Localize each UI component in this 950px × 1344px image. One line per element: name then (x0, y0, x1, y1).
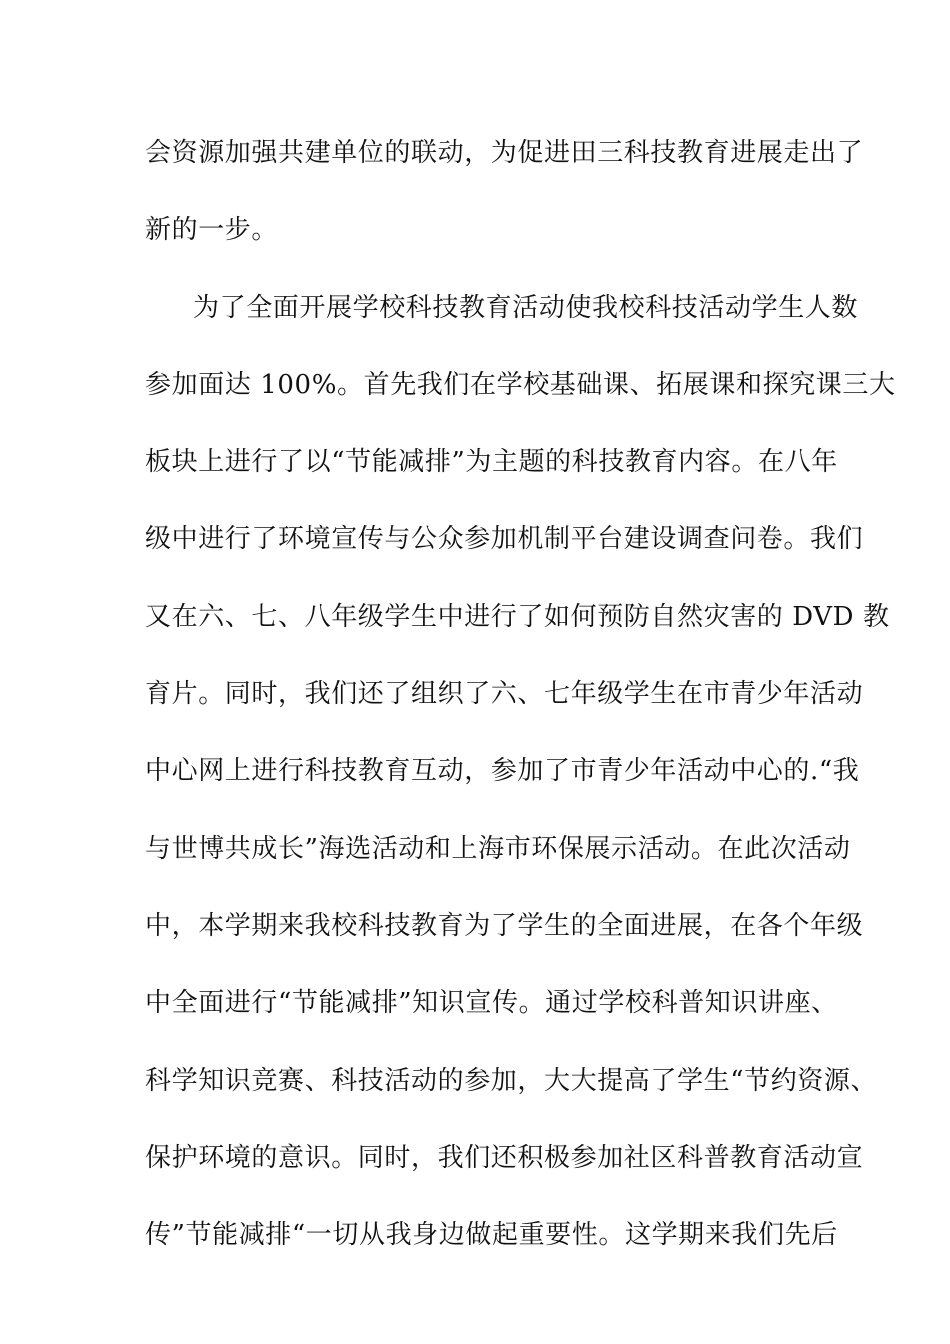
text-line: 会资源加强共建单位的联动，为促进田三科技教育进展走出了 (145, 138, 864, 168)
text-line: 科学知识竞赛、科技活动的参加，大大提高了学生“节约资源、 (145, 1065, 878, 1096)
text-line: 新的一步。 (145, 215, 279, 246)
text-line: 中全面进行“节能减排”知识宣传。通过学校科普知识讲座、 (145, 988, 838, 1019)
body-text (145, 128, 896, 1287)
text-line: 级中进行了环境宣传与公众参加机制平台建设调查问卷。我们 (145, 524, 864, 555)
text-line: 中，本学期来我校科技教育为了学生的全面进展，在各个年级 (145, 910, 864, 941)
text-line: 育片。同时，我们还了组织了六、七年级学生在市青少年活动 (145, 679, 864, 710)
text-line: 中心网上进行科技教育互动，参加了市青少年活动中心的.“我 (145, 756, 860, 787)
text-line: 参加面达 100%。首先我们在学校基础课、拓展课和探究课三大 (145, 369, 896, 400)
text-line: 保护环境的意识。同时，我们还积极参加社区科普教育活动宣 (145, 1142, 864, 1173)
paragraph-start-line: 为了全面开展学校科技教育活动使我校科技活动学生人数 (193, 292, 859, 323)
text-line: 板块上进行了以“节能减排”为主题的科技教育内容。在八年 (145, 447, 838, 478)
text-line: 又在六、七、八年级学生中进行了如何预防自然灾害的 DVD 教 (145, 601, 890, 632)
text-line: 与世博共成长”海选活动和上海市环保展示活动。在此次活动 (145, 833, 851, 864)
text-line: 传”节能减排“一切从我身边做起重要性。这学期来我们先后 (145, 1220, 838, 1251)
